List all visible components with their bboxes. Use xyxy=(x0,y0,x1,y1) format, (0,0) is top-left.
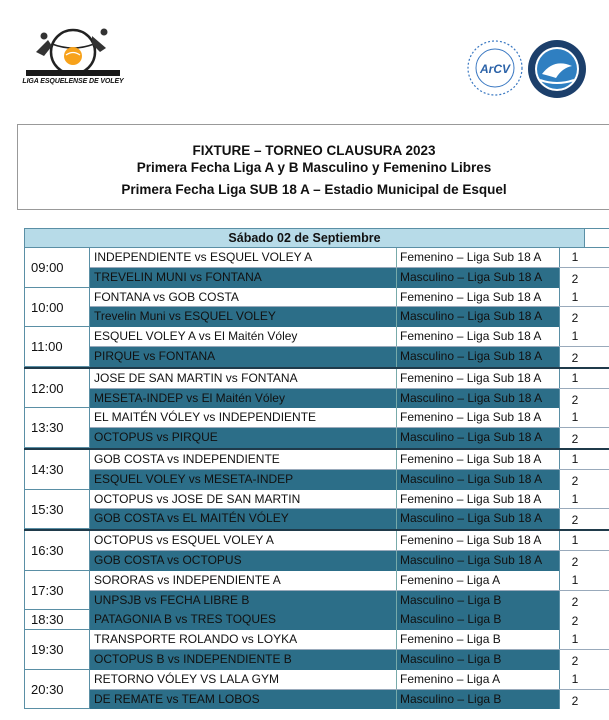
court-number: 1 xyxy=(571,410,579,425)
match-teams: OCTOPUS vs PIRQUE xyxy=(94,430,218,445)
time-block xyxy=(24,610,609,630)
match-category: Masculino – Liga B xyxy=(400,592,502,607)
match-category: Femenino – Liga Sub 18 A xyxy=(400,533,542,548)
match-row xyxy=(90,490,609,510)
logo-left-text: LIGA ESQUELENSE DE VOLEY xyxy=(22,78,124,85)
match-row xyxy=(90,369,609,389)
day-header: Sábado 02 de Septiembre xyxy=(24,228,585,248)
court-number: 2 xyxy=(571,432,579,447)
liga-esquelense-logo xyxy=(22,22,124,108)
match-row xyxy=(90,531,609,551)
time-block xyxy=(24,288,609,328)
arcv-emblem-icon xyxy=(465,38,525,98)
match-teams: SORORAS vs INDEPENDIENTE A xyxy=(94,572,281,587)
match-category: Masculino – Liga Sub 18 A xyxy=(400,269,543,284)
time-block xyxy=(24,248,609,288)
match-teams: PIRQUE vs FONTANA xyxy=(94,348,216,363)
match-teams: UNPSJB vs FECHA LIBRE B xyxy=(94,592,250,607)
match-row xyxy=(90,509,609,529)
fixture-blocks xyxy=(24,248,609,709)
match-time: 15:30 xyxy=(24,490,90,530)
match-teams: OCTOPUS B vs INDEPENDIENTE B xyxy=(94,651,292,666)
fixture-subtitle-2: Primera Fecha Liga SUB 18 A – Estadio Municipal de Esquel xyxy=(121,182,507,197)
match-row xyxy=(90,470,609,490)
match-teams: Trevelin Muni vs ESQUEL VOLEY xyxy=(94,309,276,324)
match-row xyxy=(90,268,609,288)
match-teams: MESETA-INDEP vs El Maitén Vóley xyxy=(94,390,285,405)
match-category: Masculino – Liga Sub 18 A xyxy=(400,390,543,405)
match-time: 13:30 xyxy=(24,408,90,448)
match-category: Femenino – Liga Sub 18 A xyxy=(400,329,542,344)
match-row xyxy=(90,347,609,367)
match-row xyxy=(90,389,609,409)
match-time: 11:00 xyxy=(24,327,90,367)
match-category: Femenino – Liga Sub 18 A xyxy=(400,370,542,385)
arcv-mark: ArCV xyxy=(479,62,511,76)
court-number: 1 xyxy=(571,671,579,686)
match-category: Masculino – Liga B xyxy=(400,691,502,706)
match-row xyxy=(90,450,609,470)
match-teams: ESQUEL VOLEY A vs El Maitén Vóley xyxy=(94,329,298,344)
match-row xyxy=(90,630,609,650)
court-number: 2 xyxy=(571,392,579,407)
time-block xyxy=(24,630,609,670)
match-time: 12:00 xyxy=(24,369,90,409)
court-number: 1 xyxy=(571,632,579,647)
match-row xyxy=(90,288,609,308)
match-category: Femenino – Liga Sub 18 A xyxy=(400,451,542,466)
court-number: 2 xyxy=(571,693,579,708)
match-category: Femenino – Liga Sub 18 A xyxy=(400,250,542,264)
match-time: 10:00 xyxy=(24,288,90,328)
match-row xyxy=(90,551,609,571)
court-number: 1 xyxy=(571,250,579,264)
match-teams: RETORNO VÓLEY VS LALA GYM xyxy=(94,671,279,686)
volleyball-players-icon xyxy=(22,22,124,78)
time-block xyxy=(24,490,609,530)
court-number: 1 xyxy=(571,370,579,385)
match-category: Masculino – Liga Sub 18 A xyxy=(400,348,543,363)
time-block xyxy=(24,367,609,409)
match-teams: OCTOPUS vs ESQUEL VOLEY A xyxy=(94,533,274,548)
court-number: 2 xyxy=(571,350,579,365)
match-time: 18:30 xyxy=(24,610,90,630)
match-category: Femenino – Liga B xyxy=(400,632,501,647)
match-row xyxy=(90,650,609,670)
court-number: 2 xyxy=(571,513,579,528)
match-teams: GOB COSTA vs OCTOPUS xyxy=(94,552,242,567)
time-block xyxy=(24,408,609,448)
match-teams: ESQUEL VOLEY vs MESETA-INDEP xyxy=(94,471,294,486)
court-number: 1 xyxy=(571,533,579,548)
match-category: Masculino – Liga Sub 18 A xyxy=(400,552,543,567)
fixture-header xyxy=(17,124,609,210)
time-block xyxy=(24,327,609,367)
notre-voley-logo xyxy=(526,38,588,100)
court-number: 2 xyxy=(571,271,579,286)
court-number: 2 xyxy=(571,554,579,569)
match-category: Femenino – Liga Sub 18 A xyxy=(400,491,542,506)
match-row xyxy=(90,610,609,630)
match-category: Masculino – Liga Sub 18 A xyxy=(400,309,543,324)
court-number: 1 xyxy=(571,491,579,506)
court-number: 2 xyxy=(571,311,579,326)
time-block xyxy=(24,670,609,710)
time-block xyxy=(24,448,609,490)
match-time: 19:30 xyxy=(24,630,90,670)
match-time: 16:30 xyxy=(24,531,90,571)
match-time: 09:00 xyxy=(24,248,90,288)
match-category: Femenino – Liga Sub 18 A xyxy=(400,289,542,304)
match-teams: OCTOPUS vs JOSE DE SAN MARTIN xyxy=(94,491,301,506)
match-category: Masculino – Liga Sub 18 A xyxy=(400,471,543,486)
court-number: 1 xyxy=(571,451,579,466)
arcv-logo xyxy=(465,38,525,98)
dolphin-emblem-icon xyxy=(526,38,588,100)
match-category: Femenino – Liga A xyxy=(400,671,501,686)
match-row xyxy=(90,670,609,690)
match-category: Masculino – Liga B xyxy=(400,612,502,627)
match-row xyxy=(90,408,609,428)
match-row xyxy=(90,428,609,448)
court-number: 1 xyxy=(571,289,579,304)
match-row xyxy=(90,248,609,268)
match-teams: EL MAITÉN VÓLEY vs INDEPENDIENTE xyxy=(94,410,317,425)
court-number: 1 xyxy=(571,329,579,344)
time-block xyxy=(24,529,609,571)
match-category: Masculino – Liga Sub 18 A xyxy=(400,430,543,445)
court-number: 2 xyxy=(571,473,579,488)
match-teams: GOB COSTA vs INDEPENDIENTE xyxy=(94,451,280,466)
match-row xyxy=(90,571,609,591)
time-block xyxy=(24,571,609,611)
match-row xyxy=(90,327,609,347)
match-teams: JOSE DE SAN MARTIN vs FONTANA xyxy=(94,370,298,385)
match-time: 20:30 xyxy=(24,670,90,710)
fixture-subtitle-1: Primera Fecha Liga A y B Masculino y Femenino Libres xyxy=(136,160,492,175)
court-number: 1 xyxy=(571,572,579,587)
match-row xyxy=(90,307,609,327)
match-teams: FONTANA vs GOB COSTA xyxy=(94,289,239,304)
match-teams: GOB COSTA vs EL MAITÉN VÓLEY xyxy=(94,511,289,526)
match-teams: TRANSPORTE ROLANDO vs LOYKA xyxy=(94,632,298,647)
match-teams: PATAGONIA B vs TRES TOQUES xyxy=(94,612,277,627)
match-time: 17:30 xyxy=(24,571,90,611)
match-teams: DE REMATE vs TEAM LOBOS xyxy=(94,691,260,706)
court-number: 2 xyxy=(571,653,579,668)
match-teams: TREVELIN MUNI vs FONTANA xyxy=(94,269,262,284)
court-number: 2 xyxy=(571,614,579,629)
match-category: Masculino – Liga B xyxy=(400,651,502,666)
match-row xyxy=(90,591,609,611)
fixture-title: FIXTURE – TORNEO CLAUSURA 2023 xyxy=(192,143,436,158)
court-number: 2 xyxy=(571,594,579,609)
match-row xyxy=(90,690,609,710)
match-time: 14:30 xyxy=(24,450,90,490)
fixture-table xyxy=(24,228,609,709)
match-category: Femenino – Liga Sub 18 A xyxy=(400,410,542,425)
match-teams: INDEPENDIENTE vs ESQUEL VOLEY A xyxy=(94,250,313,264)
match-category: Femenino – Liga A xyxy=(400,572,501,587)
match-category: Masculino – Liga Sub 18 A xyxy=(400,511,543,526)
